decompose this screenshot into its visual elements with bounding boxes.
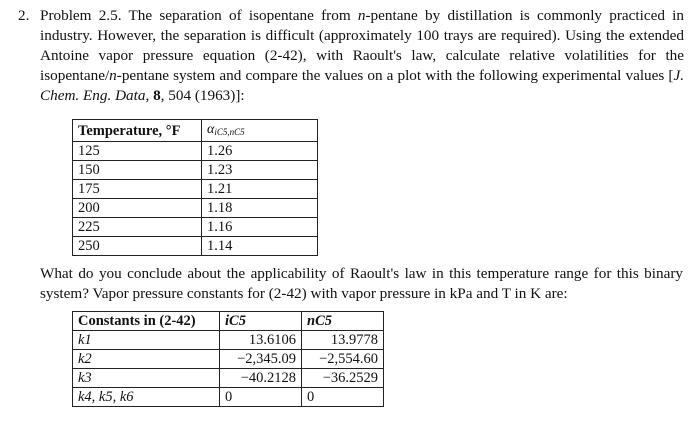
nc5-value-cell: 13.9778 (302, 331, 384, 350)
volatility-cell: 1.26 (202, 142, 318, 161)
temperature-cell: 200 (73, 199, 202, 218)
question-paragraph: What do you conclude about the applicability of Raoult's law in this temperature range for this binary system? Vapor pressure constants for (2-42) with vapor pressure in kPa and T in K are: (40, 265, 683, 302)
volatility-cell: 1.18 (202, 199, 318, 218)
experimental-volatility-table (72, 119, 318, 256)
alpha-header (202, 120, 318, 142)
problem-text-a: The separation of isopentane from (121, 7, 358, 24)
table-row (73, 331, 384, 350)
journal-volume: 8 (153, 87, 161, 104)
volume-separator: , (145, 87, 154, 104)
table-row (73, 161, 318, 180)
nc5-value-cell: 0 (302, 388, 384, 407)
problem-n-italic: n (357, 7, 366, 24)
nc5-label: nC5 (307, 313, 332, 329)
table-header-row (73, 312, 384, 331)
constant-name-cell: k2 (73, 350, 220, 369)
problem-number: 2. (18, 7, 30, 24)
table-row (73, 180, 318, 199)
ic5-header (220, 312, 302, 331)
table-row (73, 199, 318, 218)
temperature-cell: 250 (73, 237, 202, 256)
temperature-cell: 175 (73, 180, 202, 199)
problem-text-c: -pentane system and compare the values on a plot with the following experimental values [ (116, 67, 674, 84)
volatility-cell: 1.14 (202, 237, 318, 256)
journal-name: J. Chem. Eng. Data (40, 67, 684, 104)
problem-statement (18, 6, 684, 106)
constant-name-cell: k3 (73, 369, 220, 388)
table-row (73, 142, 318, 161)
alpha-subscript: iC5,nC5 (214, 127, 245, 137)
table-row (73, 350, 384, 369)
nc5-value-cell: −36.2529 (302, 369, 384, 388)
volatility-cell: 1.21 (202, 180, 318, 199)
ic5-value-cell: −40.2128 (220, 369, 302, 388)
temperature-header: Temperature, °F (73, 120, 202, 142)
ic5-value-cell: −2,345.09 (220, 350, 302, 369)
antoine-constants-table (72, 311, 384, 407)
table-header-row (73, 120, 318, 142)
problem-body (40, 6, 684, 106)
ic5-value-cell: 0 (220, 388, 302, 407)
nc5-value-cell: −2,554.60 (302, 350, 384, 369)
table-row (73, 388, 384, 407)
constant-name-cell: k1 (73, 331, 220, 350)
volatility-cell: 1.16 (202, 218, 318, 237)
table-row (73, 218, 318, 237)
volatility-cell: 1.23 (202, 161, 318, 180)
constants-header: Constants in (2-42) (73, 312, 220, 331)
ic5-value-cell: 13.6106 (220, 331, 302, 350)
alpha-symbol: α (207, 122, 215, 137)
problem-label: Problem 2.5. (40, 7, 122, 24)
problem-n-italic-2: n (109, 67, 117, 84)
temperature-cell: 150 (73, 161, 202, 180)
problem-text-b: -pentane by distillation is commonly practiced in industry. However, the separation is difficult (approximately 100 trays are required). Using the extended Antoine vapor pressure equation (2-42), with Raoult's law, calculate relative volatilities for the isopentane/ (40, 7, 684, 84)
problem-text-d: , 504 (1963)]: (160, 87, 245, 104)
ic5-label: iC5 (225, 313, 246, 329)
table-row (73, 369, 384, 388)
temperature-cell: 125 (73, 142, 202, 161)
table-row (73, 237, 318, 256)
constant-name-cell: k4, k5, k6 (73, 388, 220, 407)
nc5-header (302, 312, 384, 331)
temperature-cell: 225 (73, 218, 202, 237)
